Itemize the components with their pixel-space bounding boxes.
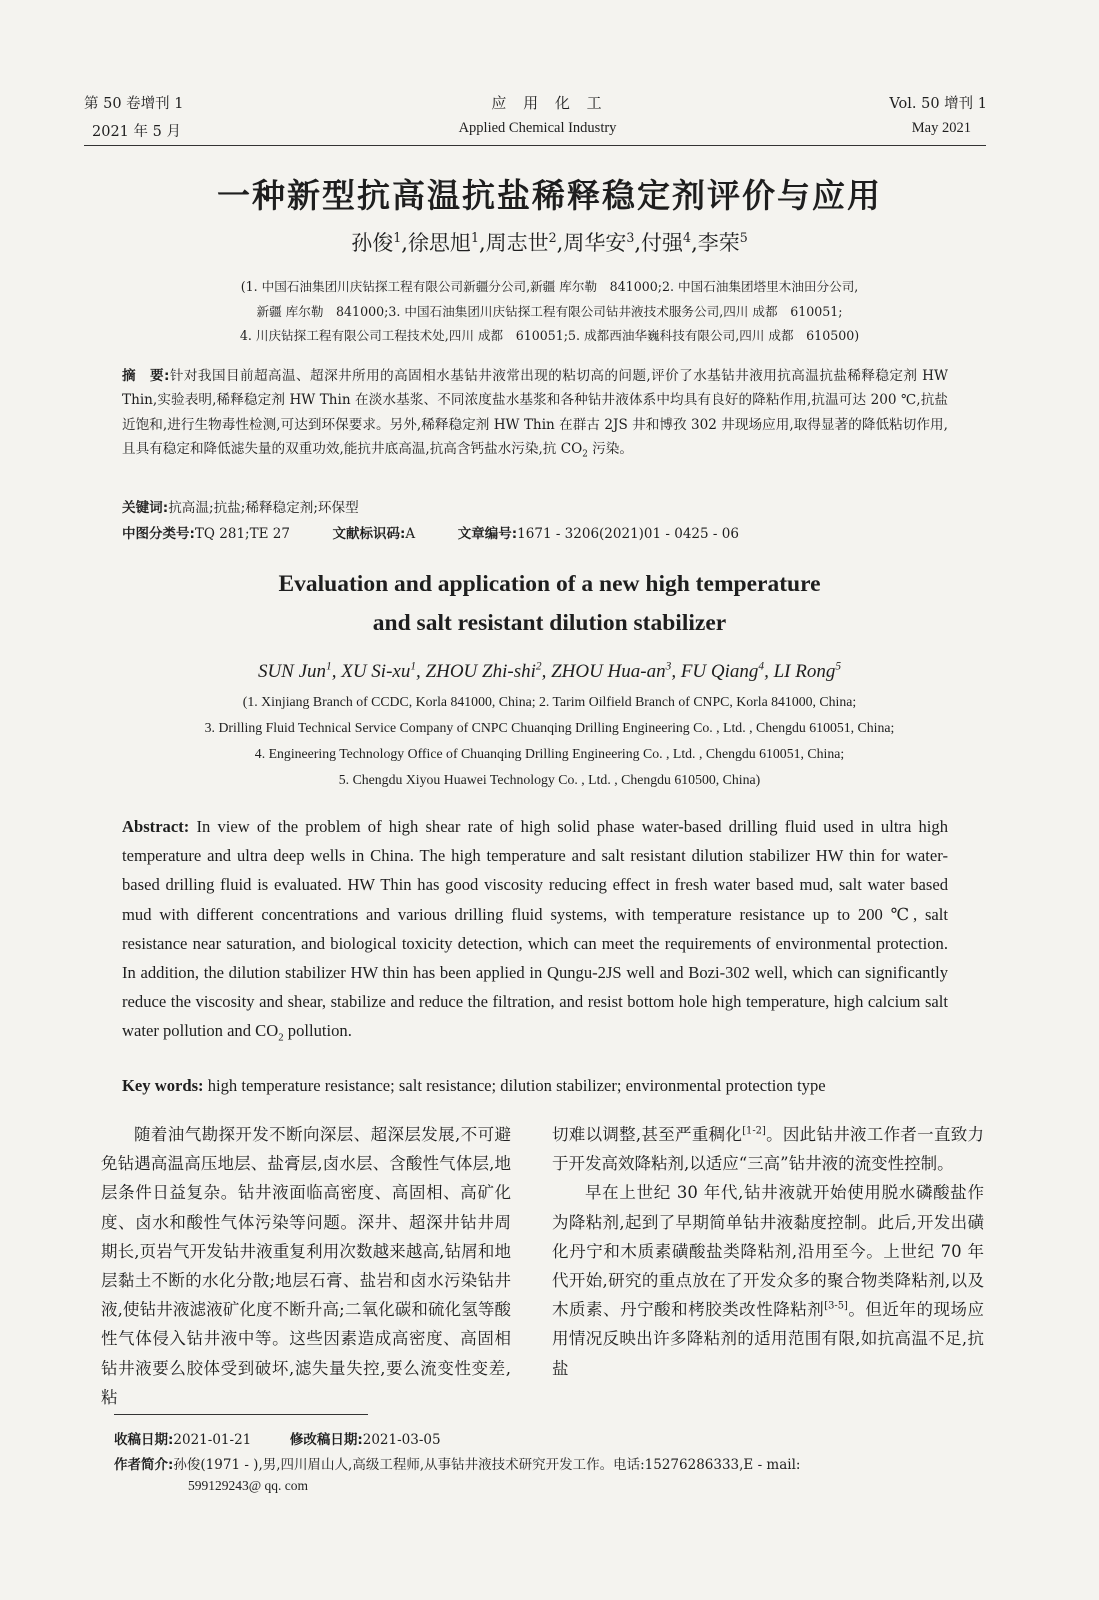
author-cn-6: 李荣$^5$ [697,230,748,255]
footnote-dates: 收稿日期:2021-01-21 修改稿日期:2021-03-05 [114,1432,441,1448]
authors-en: SUN Jun$^1$, XU $Si-xu^1$, ZHOU Zhi-shi$^2$, ZHOU Hua-$an^3$, FU Qiang$^4$, LI Rong$^5$ [257,660,842,682]
footnote-rule [114,1414,368,1415]
header-date-cn: 2021 年 5 月 [92,124,181,140]
body-column-left [101,1120,511,1412]
author-en-4: ZHOU Hua-$an^3$ [551,660,672,682]
footnote-email: 599129243@ qq. com [188,1478,309,1493]
body-column-right [552,1120,984,1383]
header-rule [84,145,986,146]
header-volume-en: Vol. 50 增刊 1 [889,96,987,112]
affiliation-cn-3: 4. 川庆钻探工程有限公司工程技术处,四川 成都 610051;5. 成都西油华巍科技有限公司,四川 成都 610500) [239,328,860,343]
footnote-author: 作者简介:孙俊(1971 - ),男,四川眉山人,高级工程师,从事钻井液技术研究开发工作。电话:15276286333,E - mail: [114,1457,801,1473]
author-en-1: SUN Jun$^1$ [257,660,332,682]
header-volume-cn: 第 50 卷增刊 1 [84,96,184,112]
affiliation-en-4: 5. Chengdu Xiyou Huawei Technology Co. , Ltd. , Chengdu 610500, China) [338,772,761,787]
author-cn-4: 周华安$^3$ [563,230,635,255]
affiliation-cn-2: 新疆 库尔勒 841000;3. 中国石油集团川庆钻探工程有限公司钻井液技术服务公司,四川 成都 610051; [256,304,843,319]
classification: 中图分类号:TQ 281;TE 27 文献标识码:A 文章编号:1671 - 3206(2021)01 - 0425 - 06 [122,526,739,542]
title-en: Evaluation and application of a new high temperature and salt resistant dilution stabilizer [278,571,821,636]
authors-cn: 孙俊$^1$,徐思旭$^1$,周志世$^2$,周华安$^3$,付强$^4$,李荣$^5$ [351,230,748,255]
author-en-5: FU Qiang$^4$ [680,660,765,682]
author-cn-1: 孙俊$^1$ [351,230,402,255]
header-journal-cn: 应 用 化 工 [491,94,608,112]
citation-3-5: [3-5] [824,1300,848,1312]
affiliation-en-3: 4. Engineering Technology Office of Chuanqing Drilling Engineering Co. , Ltd. , Chengdu 610051, China; [254,746,845,761]
body-paragraph-2: 切难以调整,甚至严重稠化[1-2]。因此钻井液工作者一直致力于开发高效降粘剂,以适应“三高”钻井液的流变性控制。 [552,1125,985,1174]
citation-1-2: [1-2] [742,1125,766,1137]
body-paragraph-1: 随着油气勘探开发不断向深层、超深层发展,不可避免钻遇高温高压地层、盐膏层,卤水层、含酸性气体层,地层条件日益复杂。钻井液面临高密度、高固相、高矿化度、卤水和酸性气体污染等问题。深井、超深井钻井周期长,页岩气开发钻井液重复利用次数越来越高,钻屑和地层黏土不断的水化分散;地层石膏、盐岩和卤水污染钻井液,使钻井液滤液矿化度不断升高;二氧化碳和硫化氢等酸性气体侵入钻井液中等。这些因素造成高密度、高固相钻井液要么胶体受到破坏,滤失量失控,要么流变性变差,粘 [101,1125,511,1407]
abstract-en: Abstract: In view of the problem of high shear rate of high solid phase water-based drilling fluid used in ultra high temperature and ultra deep wells in China. The high temperature and salt resistant dilution stabilizer HW thin for water-based drilling fluid is evaluated. HW Thin has good viscosity reducing effect in fresh water based mud, salt water based mud with different concentrations and various drilling fluid systems, with temperature resistance up to 200 ℃, salt resistance near saturation, and biological toxicity detection, which can meet the requirements of environmental protection. In addition, the dilution stabilizer HW thin has been applied in Qungu-2JS well and Bozi-302 well, which can significantly reduce the viscosity and shear, stabilize and reduce the filtration, and resist bottom hole high temperature, high calcium salt water pollution and $CO_2$ pollution. [122,817,948,1044]
abstract-en-label: Abstract: [122,817,190,836]
title-cn: 一种新型抗高温抗盐稀释稳定剂评价与应用 [217,176,882,215]
author-cn-3: 周志世$^2$ [485,230,557,255]
author-en-3: ZHOU Zhi-shi$^2$ [425,660,542,682]
affiliation-cn-1: (1. 中国石油集团川庆钻探工程有限公司新疆分公司,新疆 库尔勒 841000;2. 中国石油集团塔里木油田分公司, [240,279,859,294]
header-date-en: May 2021 [911,120,971,136]
author-en-6: LI Rong$^5$ [773,660,842,682]
keywords-en: Key words: high temperature resistance; salt resistance; dilution stabilizer; environmental protection type [122,1076,826,1095]
author-cn-5: 付强$^4$ [641,230,692,255]
keywords-cn: 关键词:抗高温;抗盐;稀释稳定剂;环保型 [122,500,359,516]
header-journal-en: Applied Chemical Industry [458,120,617,136]
author-cn-2: 徐思旭$^1$ [407,230,479,255]
affiliation-en-1: (1. Xinjiang Branch of CCDC, Korla 841000, China; 2. Tarim Oilfield Branch of CNPC, Korla 841000, China; [242,694,857,709]
affiliation-en-2: 3. Drilling Fluid Technical Service Company of CNPC Chuanqing Drilling Engineering Co. , Ltd. , Chengdu 610051, China; [204,720,895,735]
abstract-cn: 摘 要:针对我国目前超高温、超深井所用的高固相水基钻井液常出现的粘切高的问题,评价了水基钻井液用抗高温抗盐稀释稳定剂 HW Thin,实验表明,稀释稳定剂 HW Thin 在淡水基浆、不同浓度盐水基浆和各种钻井液体系中均具有良好的降粘作用,抗温可达 200 ℃,抗盐近饱和,进行生物毒性检测,可达到环保要求。另外,稀释稳定剂 HW Thin 在群古 2JS 井和博孜 302 井现场应用,取得显著的降低粘切作用,且具有稳定和降低滤失量的双重功效,能抗井底高温,抗高含钙盐水污染,抗 $CO_2$ 污染。 [122,368,948,460]
abstract-cn-label: 摘 要: [122,368,170,384]
author-en-2: XU $Si-xu^1$ [341,660,417,682]
body-paragraph-3: 早在上世纪 30 年代,钻井液就开始使用脱水磷酸盐作为降粘剂,起到了早期简单钻井液黏度控制。此后,开发出磺化丹宁和木质素磺酸盐类降粘剂,沿用至今。上世纪 70 年代开始,研究的重点放在了开发众多的聚合物类降粘剂,以及木质素、丹宁酸和栲胶类改性降粘剂[3-5]。但近年的现场应用情况反映出许多降粘剂的适用范围有限,如抗高温不足,抗盐 [552,1183,985,1378]
